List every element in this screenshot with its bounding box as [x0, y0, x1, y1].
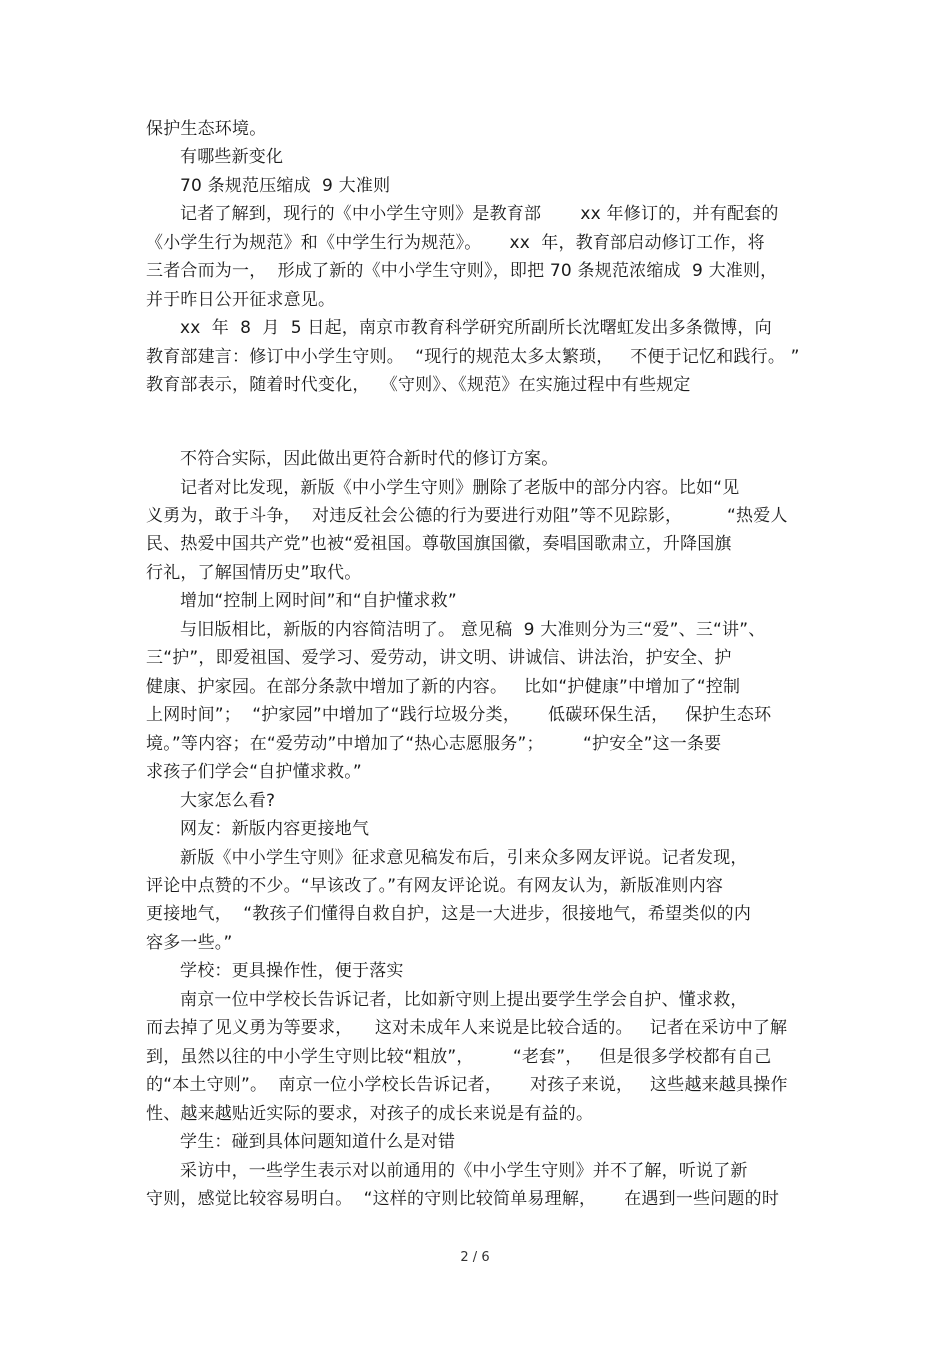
paragraph-start-line: 记者对比发现，新版《中小学生守则》删除了老版中的部分内容。比如“见 — [180, 478, 740, 498]
text-line: 而去掉了见义勇为等要求， 这对未成年人来说是比较合适的。 记者在采访中了解 — [146, 1018, 788, 1038]
paragraph-start-line: 记者了解到，现行的《中小学生守则》是教育部 xx 年修订的，并有配套的 — [180, 204, 779, 224]
page-number: 2 / 6 — [460, 1250, 490, 1265]
text-line: 教育部表示，随着时代变化， 《守则》、《规范》在实施过程中有些规定 — [146, 375, 691, 395]
paragraph-start-line: xx 年 8 月 5 日起，南京市教育科学研究所副所长沈曙虹发出多条微博，向 — [180, 318, 772, 338]
text-line: 的“本土守则”。 南京一位小学校长告诉记者， 对孩子来说， 这些越来越具操作 — [146, 1075, 788, 1095]
paragraph-start-line: 大家怎么看? — [180, 791, 276, 811]
paragraph-start-line: 70 条规范压缩成 9 大准则 — [180, 176, 391, 196]
text-line: 更接地气， “教孩子们懂得自救自护，这是一大进步，很接地气，希望类似的内 — [146, 904, 752, 924]
text-line: 容多一些。” — [146, 933, 233, 953]
paragraph-start-line: 学校：更具操作性，便于落实 — [180, 961, 404, 981]
text-line: 三者合而为一， 形成了新的《中小学生守则》，即把 70 条规范浓缩成 9 大准则， — [146, 261, 778, 281]
text-line: 保护生态环境。 — [146, 119, 267, 139]
paragraph-start-line: 与旧版相比，新版的内容简洁明了。 意见稿 9 大准则分为三“爱”、三“讲”、 — [180, 620, 766, 640]
paragraph-start-line: 学生：碰到具体问题知道什么是对错 — [180, 1132, 456, 1152]
text-line: 行礼，了解国情历史”取代。 — [146, 563, 362, 583]
text-line: 并于昨日公开征求意见。 — [146, 290, 336, 310]
text-line: 民、热爱中国共产党”也被“爱祖国。尊敬国旗国徽，奏唱国歌肃立，升降国旗 — [146, 534, 732, 554]
text-line: 义勇为，敢于斗争， 对违反社会公德的行为要进行劝阻”等不见踪影， “热爱人 — [146, 506, 788, 526]
text-line: 上网时间”； “护家园”中增加了“践行垃圾分类， 低碳环保生活， 保护生态环 — [146, 705, 772, 725]
text-line: 到，虽然以往的中小学生守则比较“粗放”， “老套”， 但是很多学校都有自己 — [146, 1047, 772, 1067]
text-line: 教育部建言：修订中小学生守则。 “现行的规范太多太繁琐， 不便于记忆和践行。 ” — [146, 347, 800, 367]
text-line: 守则，感觉比较容易明白。 “这样的守则比较简单易理解， 在遇到一些问题的时 — [146, 1189, 780, 1209]
text-line: 三“护”，即爱祖国、爱学习、爱劳动，讲文明、讲诚信、讲法治，护安全、护 — [146, 648, 732, 668]
paragraph-start-line: 网友：新版内容更接地气 — [180, 819, 370, 839]
text-line: 《小学生行为规范》和《中学生行为规范》。 xx 年，教育部启动修订工作，将 — [146, 233, 765, 253]
text-line: 性、越来越贴近实际的要求，对孩子的成长来说是有益的。 — [146, 1104, 594, 1124]
paragraph-start-line: 不符合实际，因此做出更符合新时代的修订方案。 — [180, 449, 559, 469]
text-line: 健康、护家园。在部分条款中增加了新的内容。 比如“护健康”中增加了“控制 — [146, 677, 741, 697]
paragraph-start-line: 有哪些新变化 — [180, 147, 284, 167]
text-line: 境。”等内容；在“爱劳动”中增加了“热心志愿服务”； “护安全”这一条要 — [146, 734, 722, 754]
text-line: 求孩子们学会“自护懂求救。” — [146, 762, 362, 782]
paragraph-start-line: 采访中，一些学生表示对以前通用的《中小学生守则》并不了解，听说了新 — [180, 1161, 748, 1181]
paragraph-start-line: 南京一位中学校长告诉记者，比如新守则上提出要学生学会自护、懂求救， — [180, 990, 748, 1010]
text-line: 评论中点赞的不少。“早该改了。”有网友评论说。有网友认为，新版准则内容 — [146, 876, 724, 896]
paragraph-start-line: 新版《中小学生守则》征求意见稿发布后，引来众多网友评说。记者发现， — [180, 848, 748, 868]
paragraph-start-line: 增加“控制上网时间”和“自护懂求救” — [180, 591, 457, 611]
